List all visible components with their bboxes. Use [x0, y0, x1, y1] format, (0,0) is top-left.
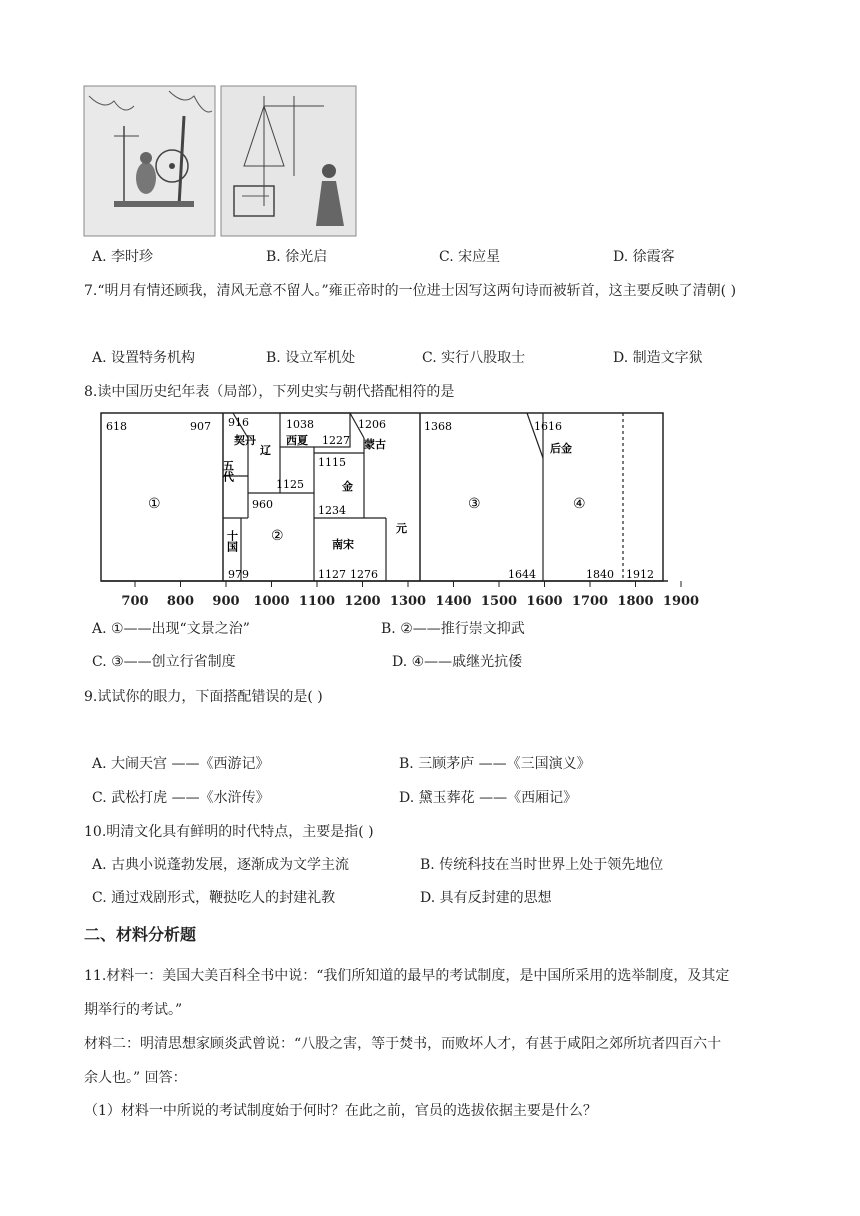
- mark-1912: 1912: [626, 568, 654, 581]
- q9-option-b: B. 三顾茅庐 ——《三国演义》: [399, 756, 591, 772]
- mark-1840: 1840: [586, 568, 614, 581]
- mark-960: 960: [252, 498, 273, 511]
- mark-1234: 1234: [318, 504, 346, 517]
- q6-option-c: C. 宋应星: [439, 249, 501, 265]
- mark-circle-2: ②: [271, 528, 284, 544]
- mark-yuan: 元: [396, 522, 407, 535]
- dynasty-timeline: [96, 408, 700, 614]
- mark-979: 979: [228, 568, 249, 581]
- mark-1206: 1206: [358, 418, 386, 431]
- mark-nansong: 南宋: [332, 538, 354, 551]
- mark-circle-4: ④: [573, 496, 586, 512]
- mark-shiguo: 十国: [225, 530, 239, 552]
- q10-option-a: A. 古典小说蓬勃发展，逐渐成为文学主流: [92, 857, 350, 873]
- q7-option-d: D. 制造文字狱: [613, 350, 703, 366]
- mark-circle-3: ③: [468, 496, 481, 512]
- axis-label: 1500: [480, 594, 518, 609]
- mark-618: 618: [106, 420, 127, 433]
- q11-line-3: 材料二：明清思想家顾炎武曾说：“八股之害，等于焚书，而败坏人才，有甚于咸阳之郊所坑者四百六十: [84, 1036, 722, 1052]
- axis-label: 1200: [344, 594, 381, 609]
- mark-916: 916: [228, 416, 249, 429]
- q8-option-d: D. ④——戚继光抗倭: [392, 654, 523, 670]
- q10-option-c: C. 通过戏剧形式，鞭挞吃人的封建礼教: [92, 890, 336, 906]
- axis-label: 1300: [389, 594, 427, 609]
- section-2-title: 二、材料分析题: [84, 925, 197, 944]
- q7-option-b: B. 设立军机处: [266, 350, 356, 366]
- mark-1125: 1125: [276, 478, 304, 491]
- mark-1038: 1038: [286, 418, 314, 431]
- mark-liao: 辽: [260, 444, 271, 457]
- axis-label: 1600: [526, 594, 563, 609]
- axis-label: 1900: [662, 594, 700, 609]
- q8-stem: 8.读中国历史纪年表（局部），下列史实与朝代搭配相符的是: [84, 384, 455, 400]
- mark-1227: 1227: [322, 434, 350, 447]
- axis-label: 1700: [571, 594, 609, 609]
- mark-xixia: 西夏: [286, 434, 308, 447]
- axis-label: 1000: [253, 594, 290, 609]
- mark-1276: 1276: [350, 568, 378, 581]
- q8-option-c: C. ③——创立行省制度: [92, 654, 236, 670]
- axis-label: 1400: [435, 594, 472, 609]
- q11-line-5: （1）材料一中所说的考试制度始于何时？在此之前，官员的选拔依据主要是什么？: [84, 1103, 597, 1119]
- axis-label: 900: [212, 594, 240, 609]
- mark-1115: 1115: [318, 456, 346, 469]
- q9-option-a: A. 大闹天宫 ——《西游记》: [92, 756, 270, 772]
- q7-option-c: C. 实行八股取士: [422, 350, 526, 366]
- q10-option-d: D. 具有反封建的思想: [420, 890, 552, 906]
- mark-khitan: 契丹: [234, 434, 256, 447]
- mark-1127: 1127: [318, 568, 346, 581]
- axis-label: 1100: [298, 594, 336, 609]
- axis-label: 700: [121, 594, 149, 609]
- mark-circle-1: ①: [148, 496, 161, 512]
- mark-1368: 1368: [424, 420, 452, 433]
- q11-line-1: 11.材料一：美国大美百科全书中说：“我们所知道的最早的考试制度，是中国所采用的选举制度，及其定: [84, 968, 730, 984]
- q11-line-4: 余人也。” 回答：: [84, 1070, 187, 1086]
- mark-wudai: 五代: [221, 460, 235, 482]
- mark-jin: 金: [342, 480, 353, 493]
- axis-label: 1800: [617, 594, 654, 609]
- mark-907: 907: [190, 420, 211, 433]
- q8-option-a: A. ①——出现“文景之治”: [92, 621, 250, 637]
- q11-line-2: 期举行的考试。”: [84, 1002, 183, 1018]
- q6-option-b: B. 徐光启: [266, 249, 328, 265]
- mark-1616: 1616: [534, 420, 562, 433]
- q6-option-a: A. 李时珍: [92, 249, 154, 265]
- q10-stem: 10.明清文化具有鲜明的时代特点，主要是指( ): [84, 824, 374, 840]
- mark-1644: 1644: [508, 568, 536, 581]
- q9-option-c: C. 武松打虎 ——《水浒传》: [92, 790, 270, 806]
- mark-mongol: 蒙古: [364, 438, 386, 451]
- q6-option-d: D. 徐霞客: [613, 249, 675, 265]
- q9-stem: 9.试试你的眼力，下面搭配错误的是( ): [84, 689, 323, 705]
- axis-label: 800: [166, 594, 195, 609]
- mark-houjin: 后金: [550, 442, 572, 455]
- q10-option-b: B. 传统科技在当时世界上处于领先地位: [420, 857, 664, 873]
- q6-illustration: [84, 86, 356, 236]
- q9-option-d: D. 黛玉葬花 ——《西厢记》: [399, 790, 578, 806]
- q8-option-b: B. ②——推行崇文抑武: [381, 621, 525, 637]
- q7-option-a: A. 设置特务机构: [92, 350, 196, 366]
- q7-stem: 7.“明月有情还顾我，清风无意不留人。”雍正帝时的一位进士因写这两句诗而被斩首，这主要反映了清朝( ): [84, 283, 737, 299]
